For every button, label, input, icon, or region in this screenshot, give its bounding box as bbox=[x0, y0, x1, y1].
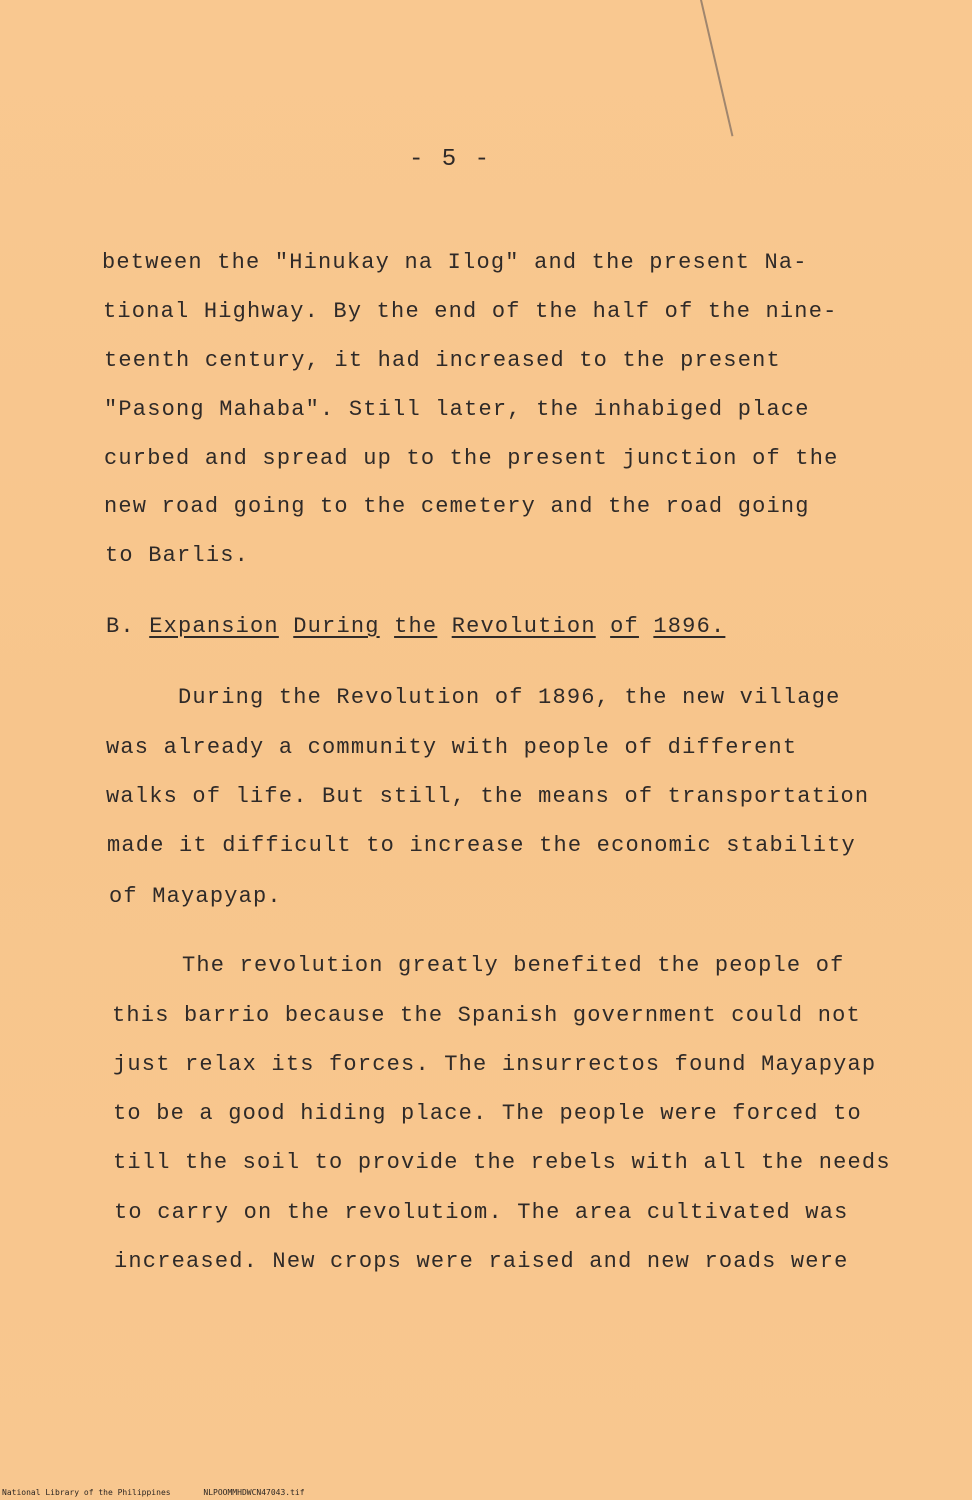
text-line: till the soil to provide the rebels with all the needs bbox=[113, 1150, 891, 1175]
text-line: curbed and spread up to the present junction of the bbox=[104, 446, 839, 471]
text-line: made it difficult to increase the economic stability bbox=[107, 833, 856, 858]
text-line: teenth century, it had increased to the present bbox=[104, 348, 781, 373]
section-heading bbox=[106, 614, 725, 639]
text-line: walks of life. But still, the means of transportation bbox=[106, 784, 870, 809]
heading-word: During bbox=[293, 614, 380, 639]
heading-word: Expansion bbox=[149, 614, 279, 639]
pen-mark bbox=[700, 0, 733, 136]
heading-word: the bbox=[394, 614, 438, 639]
text-line: just relax its forces. The insurrectos found Mayapyap bbox=[113, 1052, 877, 1077]
heading-prefix: B. bbox=[106, 614, 135, 639]
text-line: increased. New crops were raised and new roads were bbox=[114, 1249, 849, 1274]
text-line: to Barlis. bbox=[105, 543, 250, 568]
text-line: tional Highway. By the end of the half of the nine- bbox=[103, 299, 838, 324]
text-line: During the Revolution of 1896, the new village bbox=[178, 685, 841, 710]
heading-word: Revolution bbox=[451, 614, 596, 639]
text-line: "Pasong Mahaba". Still later, the inhabiged place bbox=[104, 397, 810, 422]
text-line: of Mayapyap. bbox=[109, 884, 282, 909]
text-line: to be a good hiding place. The people were forced to bbox=[113, 1101, 862, 1126]
footer-filename: NLPOOMMHDWCN47043.tif bbox=[203, 1488, 305, 1497]
heading-word: of bbox=[610, 614, 639, 639]
text-line: new road going to the cemetery and the road going bbox=[104, 494, 810, 519]
footer-library: National Library of the Philippines bbox=[2, 1488, 171, 1497]
text-line: The revolution greatly benefited the people of bbox=[182, 953, 845, 978]
page-number: - 5 - bbox=[408, 146, 491, 173]
text-line: to carry on the revolutiom. The area cultivated was bbox=[114, 1200, 849, 1225]
text-line: was already a community with people of different bbox=[106, 735, 798, 760]
scan-footer bbox=[2, 1488, 305, 1497]
heading-word: 1896. bbox=[653, 614, 726, 639]
text-line: this barrio because the Spanish government could not bbox=[112, 1003, 861, 1028]
text-line: between the "Hinukay na Ilog" and the present Na- bbox=[102, 250, 808, 275]
